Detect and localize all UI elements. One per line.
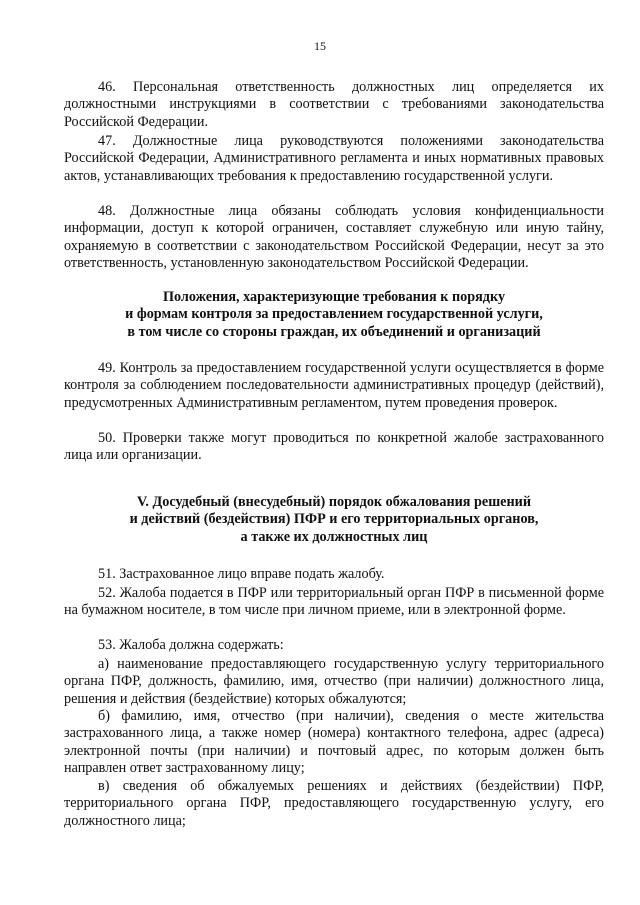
paragraph-46: 46. Персональная ответственность должностных лиц определяется их должностными инструкциями в соответствии с требованиями законодательства Российской Федерации. <box>64 79 604 130</box>
paragraph-53a: а) наименование предоставляющего государственную услугу территориального органа ПФР, должность, фамилию, имя, отчество (при наличии) должностного лица, решения и действия (бездействие) которых обжалуются; <box>64 656 604 707</box>
paragraph-51: 51. Застрахованное лицо вправе подать жалобу. <box>98 566 385 582</box>
section-5-heading-line-2: и действий (бездействия) ПФР и его территориальных органов, <box>129 511 539 528</box>
section-5-heading-line-3: а также их должностных лиц <box>240 528 428 545</box>
control-heading-line-3: в том числе со стороны граждан, их объединений и организаций <box>127 323 541 340</box>
control-heading-line-2: и формам контроля за предоставлением государственной услуги, <box>125 306 543 323</box>
section-5-heading-line-1: V. Досудебный (внесудебный) порядок обжалования решений <box>137 494 531 510</box>
section-5-heading <box>64 494 604 546</box>
control-heading <box>64 289 604 341</box>
paragraph-52: 52. Жалоба подается в ПФР или территориальный орган ПФР в письменной форме на бумажном носителе, в том числе при личном приеме, или в электронной форме. <box>64 585 604 619</box>
paragraph-50: 50. Проверки также могут проводиться по конкретной жалобе застрахованного лица или организации. <box>64 430 604 464</box>
paragraph-47: 47. Должностные лица руководствуются положениями законодательства Российской Федерации, Административного регламента и иных нормативных правовых актов, устанавливающих требования к предоставлению государственной услуги. <box>64 133 604 184</box>
paragraph-53b: б) фамилию, имя, отчество (при наличии), сведения о месте жительства застрахованного лица, а также номер (номера) контактного телефона, адрес (адреса) электронной почты (при наличии) и почтовый адрес, по которым должен быть направлен ответ застрахованному лицу; <box>64 708 604 776</box>
page-number: 15 <box>314 39 326 53</box>
control-heading-line-1: Положения, характеризующие требования к порядку <box>162 289 506 305</box>
paragraph-49: 49. Контроль за предоставлением государственной услуги осуществляется в форме контроля за соблюдением последовательности административных процедур (действий), предусмотренных Административным регламентом, путем проведения проверок. <box>64 360 604 411</box>
paragraph-53: 53. Жалоба должна содержать: <box>98 637 284 653</box>
paragraph-53v: в) сведения об обжалуемых решениях и действиях (бездействии) ПФР, территориального органа ПФР, предоставляющего государственную услугу, его должностного лица; <box>64 778 604 829</box>
paragraph-48: 48. Должностные лица обязаны соблюдать условия конфиденциальности информации, доступ к которой ограничен, составляет служебную или иную тайну, охраняемую в соответствии с законодательством Российской Федерации, несут за это ответственность, установленную законодательством Российской Федерации. <box>64 203 604 271</box>
